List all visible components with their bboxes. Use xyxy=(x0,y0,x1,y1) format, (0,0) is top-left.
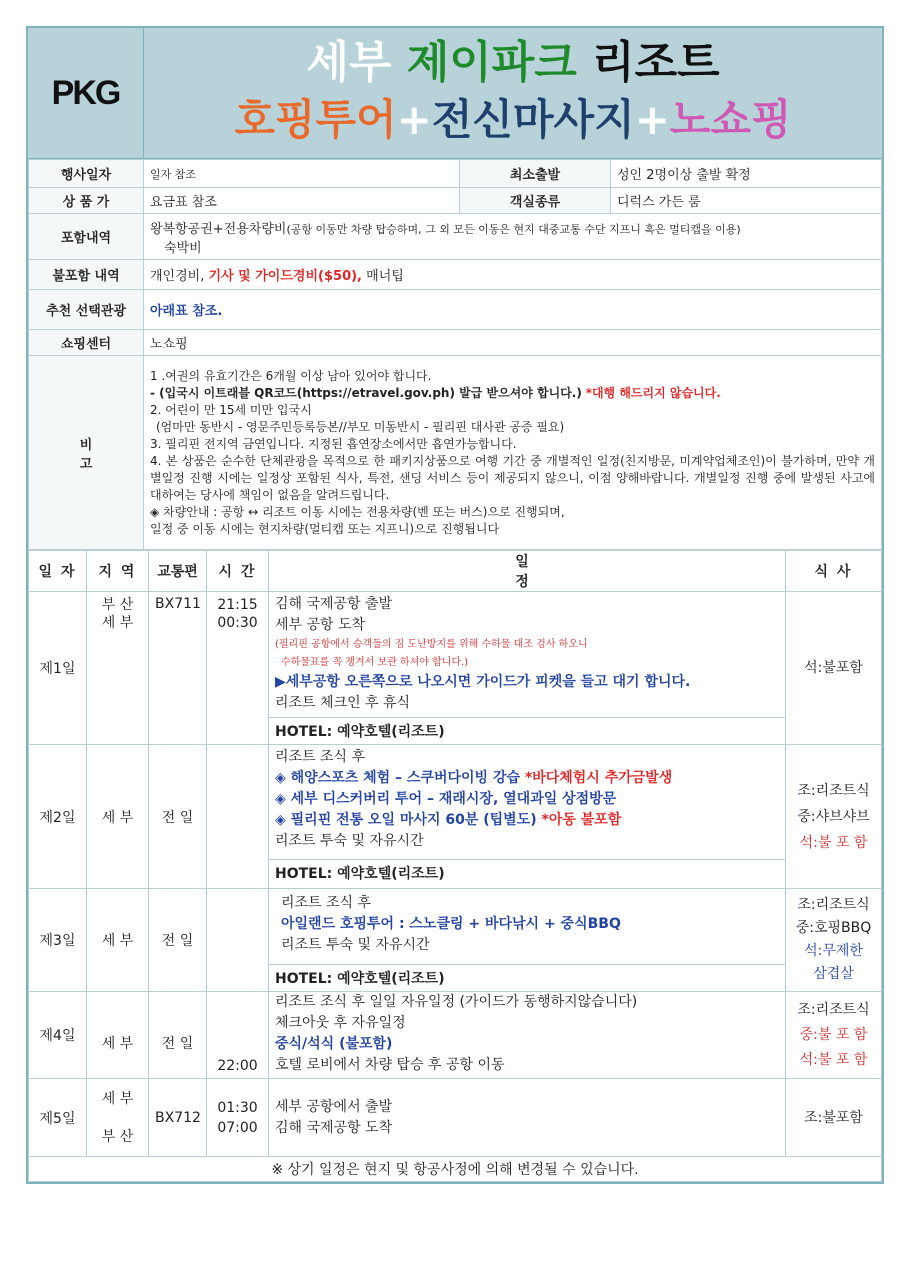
header-itinerary: 일 정 xyxy=(269,551,786,592)
price-label: 상 품 가 xyxy=(29,188,144,214)
schedule-header xyxy=(29,551,882,592)
shop-label: 쇼핑센터 xyxy=(29,330,144,356)
day-2-line-1: 리조트 조식 후 xyxy=(275,749,366,765)
day-1-line-2: 세부 공항 도착 xyxy=(275,617,366,633)
day-2-line-5: 리조트 투숙 및 자유시간 xyxy=(275,833,424,849)
day-row xyxy=(29,889,882,992)
title-plus-1: + xyxy=(396,95,432,144)
day-5-label: 제5일 xyxy=(29,1079,87,1157)
day-1-meal: 석:불포함 xyxy=(786,592,882,745)
note-3: 2. 어린이 만 15세 미만 입국시 xyxy=(150,402,312,417)
min-label: 최소출발 xyxy=(460,160,611,188)
header-meal: 식 사 xyxy=(786,551,882,592)
day-2-line-2 xyxy=(275,768,779,789)
day-2-meal xyxy=(786,745,882,889)
note-7: ◈ 차량안내 : 공항 ↔ 리조트 이동 시에는 전용차량(벤 또는 버스)으로 진행되며, xyxy=(150,504,565,519)
day-3-breakfast: 조:리조트식 xyxy=(797,897,870,913)
day-1-time xyxy=(207,592,269,745)
day-5-region-b: 부 산 xyxy=(101,1128,134,1145)
info-row xyxy=(29,188,882,214)
room-label: 객실종류 xyxy=(460,188,611,214)
day-3-meal xyxy=(786,889,882,992)
info-row xyxy=(29,260,882,290)
day-2-lunch: 중:샤브샤브 xyxy=(797,808,870,825)
title-banner xyxy=(28,28,882,159)
day-2-label: 제2일 xyxy=(29,745,87,889)
day-1-line-1: 김해 국제공항 출발 xyxy=(275,596,393,612)
title-noshopping: 노쇼핑 xyxy=(669,95,792,144)
day-4-lunch: 중:불 포 함 xyxy=(799,1026,868,1043)
footer-note: ※ 상기 일정은 현지 및 항공사정에 의해 변경될 수 있습니다. xyxy=(29,1157,882,1182)
note-5: 3. 필리핀 전지역 금연입니다. 지정된 흡연장소에서만 흡연가능합니다. xyxy=(150,436,517,451)
excluded-b: 매너팁 xyxy=(366,269,404,284)
note-1: 1 .여권의 유효기간은 6개월 이상 남아 있어야 합니다. xyxy=(150,368,432,383)
day-2-hotel: HOTEL: 예약호텔(리조트) xyxy=(269,859,785,886)
day-4-line-3: 중식/석식 (불포함) xyxy=(275,1036,393,1052)
info-row xyxy=(29,214,882,260)
day-3-region: 세 부 xyxy=(87,889,149,992)
day-3-dinner-2: 삼겹살 xyxy=(813,966,854,982)
title-resort: 리조트 xyxy=(592,37,720,88)
day-5-meal: 조:불포함 xyxy=(786,1079,882,1157)
day-1-itinerary xyxy=(269,592,786,745)
day-5-time-b: 07:00 xyxy=(217,1119,258,1136)
excluded-label: 불포함 내역 xyxy=(29,260,144,290)
day-row xyxy=(29,592,882,745)
included-label: 포함내역 xyxy=(29,214,144,260)
day-2-line-2-main: ◈ 해양스포츠 체험 – 스쿠버다이빙 강습 xyxy=(275,770,520,786)
day-3-transport: 전 일 xyxy=(149,889,207,992)
day-3-hotel: HOTEL: 예약호텔(리조트) xyxy=(269,964,785,991)
day-5-time xyxy=(207,1079,269,1157)
day-row xyxy=(29,992,882,1079)
shop-value: 노쇼핑 xyxy=(144,330,882,356)
note-2 xyxy=(150,385,875,402)
title-hopping: 호핑투어 xyxy=(234,95,397,144)
day-3-line-1: 리조트 조식 후 xyxy=(281,895,372,911)
info-row xyxy=(29,330,882,356)
title-jpark: 제이파크 xyxy=(406,37,577,88)
day-2-time xyxy=(207,745,269,889)
day-4-meal xyxy=(786,992,882,1079)
day-2-breakfast: 조:리조트식 xyxy=(797,782,870,799)
day-5-itinerary xyxy=(269,1079,786,1157)
day-4-dinner: 석:불 포 함 xyxy=(799,1051,868,1068)
day-4-label: 제4일 xyxy=(29,992,87,1079)
day-row xyxy=(29,745,882,889)
day-5-time-a: 01:30 xyxy=(217,1099,258,1116)
day-4-line-1: 리조트 조식 후 일일 자유일정 (가이드가 동행하지않습니다) xyxy=(275,994,638,1010)
itinerary-document xyxy=(26,26,884,1184)
day-4-itinerary xyxy=(269,992,786,1079)
day-1-label: 제1일 xyxy=(29,592,87,745)
day-row xyxy=(29,1079,882,1157)
day-4-transport: 전 일 xyxy=(149,992,207,1079)
note-4: (엄마만 동반시 - 영문주민등록등본//부모 미동반시 - 필리핀 대사관 공증 필요) xyxy=(156,419,565,434)
day-3-itinerary xyxy=(269,889,786,992)
day-2-line-4-main: ◈ 필리핀 전통 오일 마사지 60분 (팁별도) xyxy=(275,812,537,828)
tour-value: 아래표 참조. xyxy=(144,290,882,330)
date-value: 일자 참조 xyxy=(144,160,460,188)
schedule-table xyxy=(28,550,882,1182)
note-2-main: - (입국시 이트래블 QR코드(https://etravel.gov.ph) 발급 받으셔야 합니다.) xyxy=(150,385,582,400)
footer-row xyxy=(29,1157,882,1182)
day-1-warning-1: (필리핀 공항에서 승객들의 짐 도난방지를 위해 수하물 대조 검사 하오니 xyxy=(275,639,588,650)
info-row xyxy=(29,160,882,188)
day-4-breakfast: 조:리조트식 xyxy=(797,1001,870,1018)
day-2-line-4 xyxy=(275,810,779,831)
day-2-line-3: ◈ 세부 디스커버리 투어 – 재래시장, 열대과일 상점방문 xyxy=(275,791,617,807)
day-2-line-4-red: *아동 불포함 xyxy=(541,812,622,828)
day-1-region-a: 부 산 xyxy=(101,597,134,613)
day-4-region: 세 부 xyxy=(87,992,149,1079)
date-label: 행사일자 xyxy=(29,160,144,188)
day-3-time xyxy=(207,889,269,992)
title-line-1 xyxy=(306,36,719,90)
title-block xyxy=(144,28,882,158)
note-8: 일정 중 이동 시에는 현지차량(멀티캡 또는 지프니)으로 진행됩니다 xyxy=(150,521,500,536)
day-2-transport: 전 일 xyxy=(149,745,207,889)
day-4-line-2: 체크아웃 후 자유일정 xyxy=(275,1015,406,1031)
tour-label: 추천 선택관광 xyxy=(29,290,144,330)
day-5-line-1: 세부 공항에서 출발 xyxy=(275,1098,393,1115)
day-1-transport: BX711 xyxy=(149,592,207,745)
day-5-region xyxy=(87,1079,149,1157)
excluded-a: 개인경비, xyxy=(150,269,205,284)
day-4-time: 22:00 xyxy=(207,992,269,1079)
day-2-region: 세 부 xyxy=(87,745,149,889)
included-main: 왕복항공권+전용차량비 xyxy=(150,221,287,237)
day-1-warning-2: 수하물표를 꼭 챙겨서 보관 하셔야 합니다.) xyxy=(281,657,469,668)
day-1-line-3: ▶세부공항 오른쪽으로 나오시면 가이드가 피켓을 들고 대기 합니다. xyxy=(275,674,691,690)
excluded-guide-fee: 기사 및 가이드경비($50), xyxy=(208,269,362,284)
title-plus-2: + xyxy=(634,95,670,144)
header-day: 일 자 xyxy=(29,551,87,592)
day-2-itinerary xyxy=(269,745,786,889)
day-1-hotel: HOTEL: 예약호텔(리조트) xyxy=(269,717,785,744)
included-value xyxy=(144,214,882,260)
day-1-line-4: 리조트 체크인 후 휴식 xyxy=(275,695,411,711)
header-region: 지 역 xyxy=(87,551,149,592)
header-transport: 교통편 xyxy=(149,551,207,592)
note-6: 4. 본 상품은 순수한 단체관광을 목적으로 한 패키지상품으로 여행 기간 중 개별적인 일정(친지방문, 미계약업체조인)이 불가하며, 만약 개별일정 진행 시에는 일정상 포함된 식사, 특전, 샌딩 서비스 등이 제공되지 않으니, 이점 양해바랍니다. 개별일정 진행 중에 발생된 사고에 대하여는 당사에 책임이 없음을 알려드립니다. xyxy=(150,453,875,502)
note-2-red: *대행 해드리지 않습니다. xyxy=(585,385,721,400)
excluded-value xyxy=(144,260,882,290)
day-3-dinner: 석:무제한 xyxy=(804,943,863,959)
day-5-transport: BX712 xyxy=(149,1079,207,1157)
day-2-line-2-red: *바다체험시 추가금발생 xyxy=(524,770,673,786)
notes-value xyxy=(144,356,882,550)
day-3-line-2: 아일랜드 호핑투어 : 스노클링 + 바다낚시 + 중식BBQ xyxy=(281,916,621,932)
info-row xyxy=(29,290,882,330)
day-1-region-b: 세 부 xyxy=(101,615,134,631)
day-3-label: 제3일 xyxy=(29,889,87,992)
pkg-label: PKG xyxy=(28,28,144,158)
day-1-time-a: 21:15 xyxy=(217,597,258,613)
min-value: 성인 2명이상 출발 확정 xyxy=(611,160,882,188)
title-line-2 xyxy=(234,90,791,150)
included-note: (공항 이동만 차량 탑승하며, 그 외 모든 이동은 현지 대중교통 수단 지프니 혹은 멀티캡을 이용) xyxy=(286,222,741,236)
header-time: 시 간 xyxy=(207,551,269,592)
day-3-line-3: 리조트 투숙 및 자유시간 xyxy=(281,937,430,953)
day-2-dinner: 석:불 포 함 xyxy=(799,834,868,851)
day-1-time-b: 00:30 xyxy=(217,615,258,631)
included-lodging: 숙박비 xyxy=(164,240,202,256)
info-row xyxy=(29,356,882,550)
info-table xyxy=(28,159,882,550)
day-4-line-4: 호텔 로비에서 차량 탑승 후 공항 이동 xyxy=(275,1057,505,1073)
room-value: 디럭스 가든 룸 xyxy=(611,188,882,214)
title-massage: 전신마사지 xyxy=(431,95,635,144)
price-value: 요금표 참조 xyxy=(144,188,460,214)
title-cebu: 세부 xyxy=(306,37,392,88)
day-1-region xyxy=(87,592,149,745)
notes-label: 비 고 xyxy=(29,356,144,550)
day-3-lunch: 중:호핑BBQ xyxy=(795,920,872,936)
day-5-line-2: 김해 국제공항 도착 xyxy=(275,1119,393,1136)
day-5-region-a: 세 부 xyxy=(101,1090,134,1107)
